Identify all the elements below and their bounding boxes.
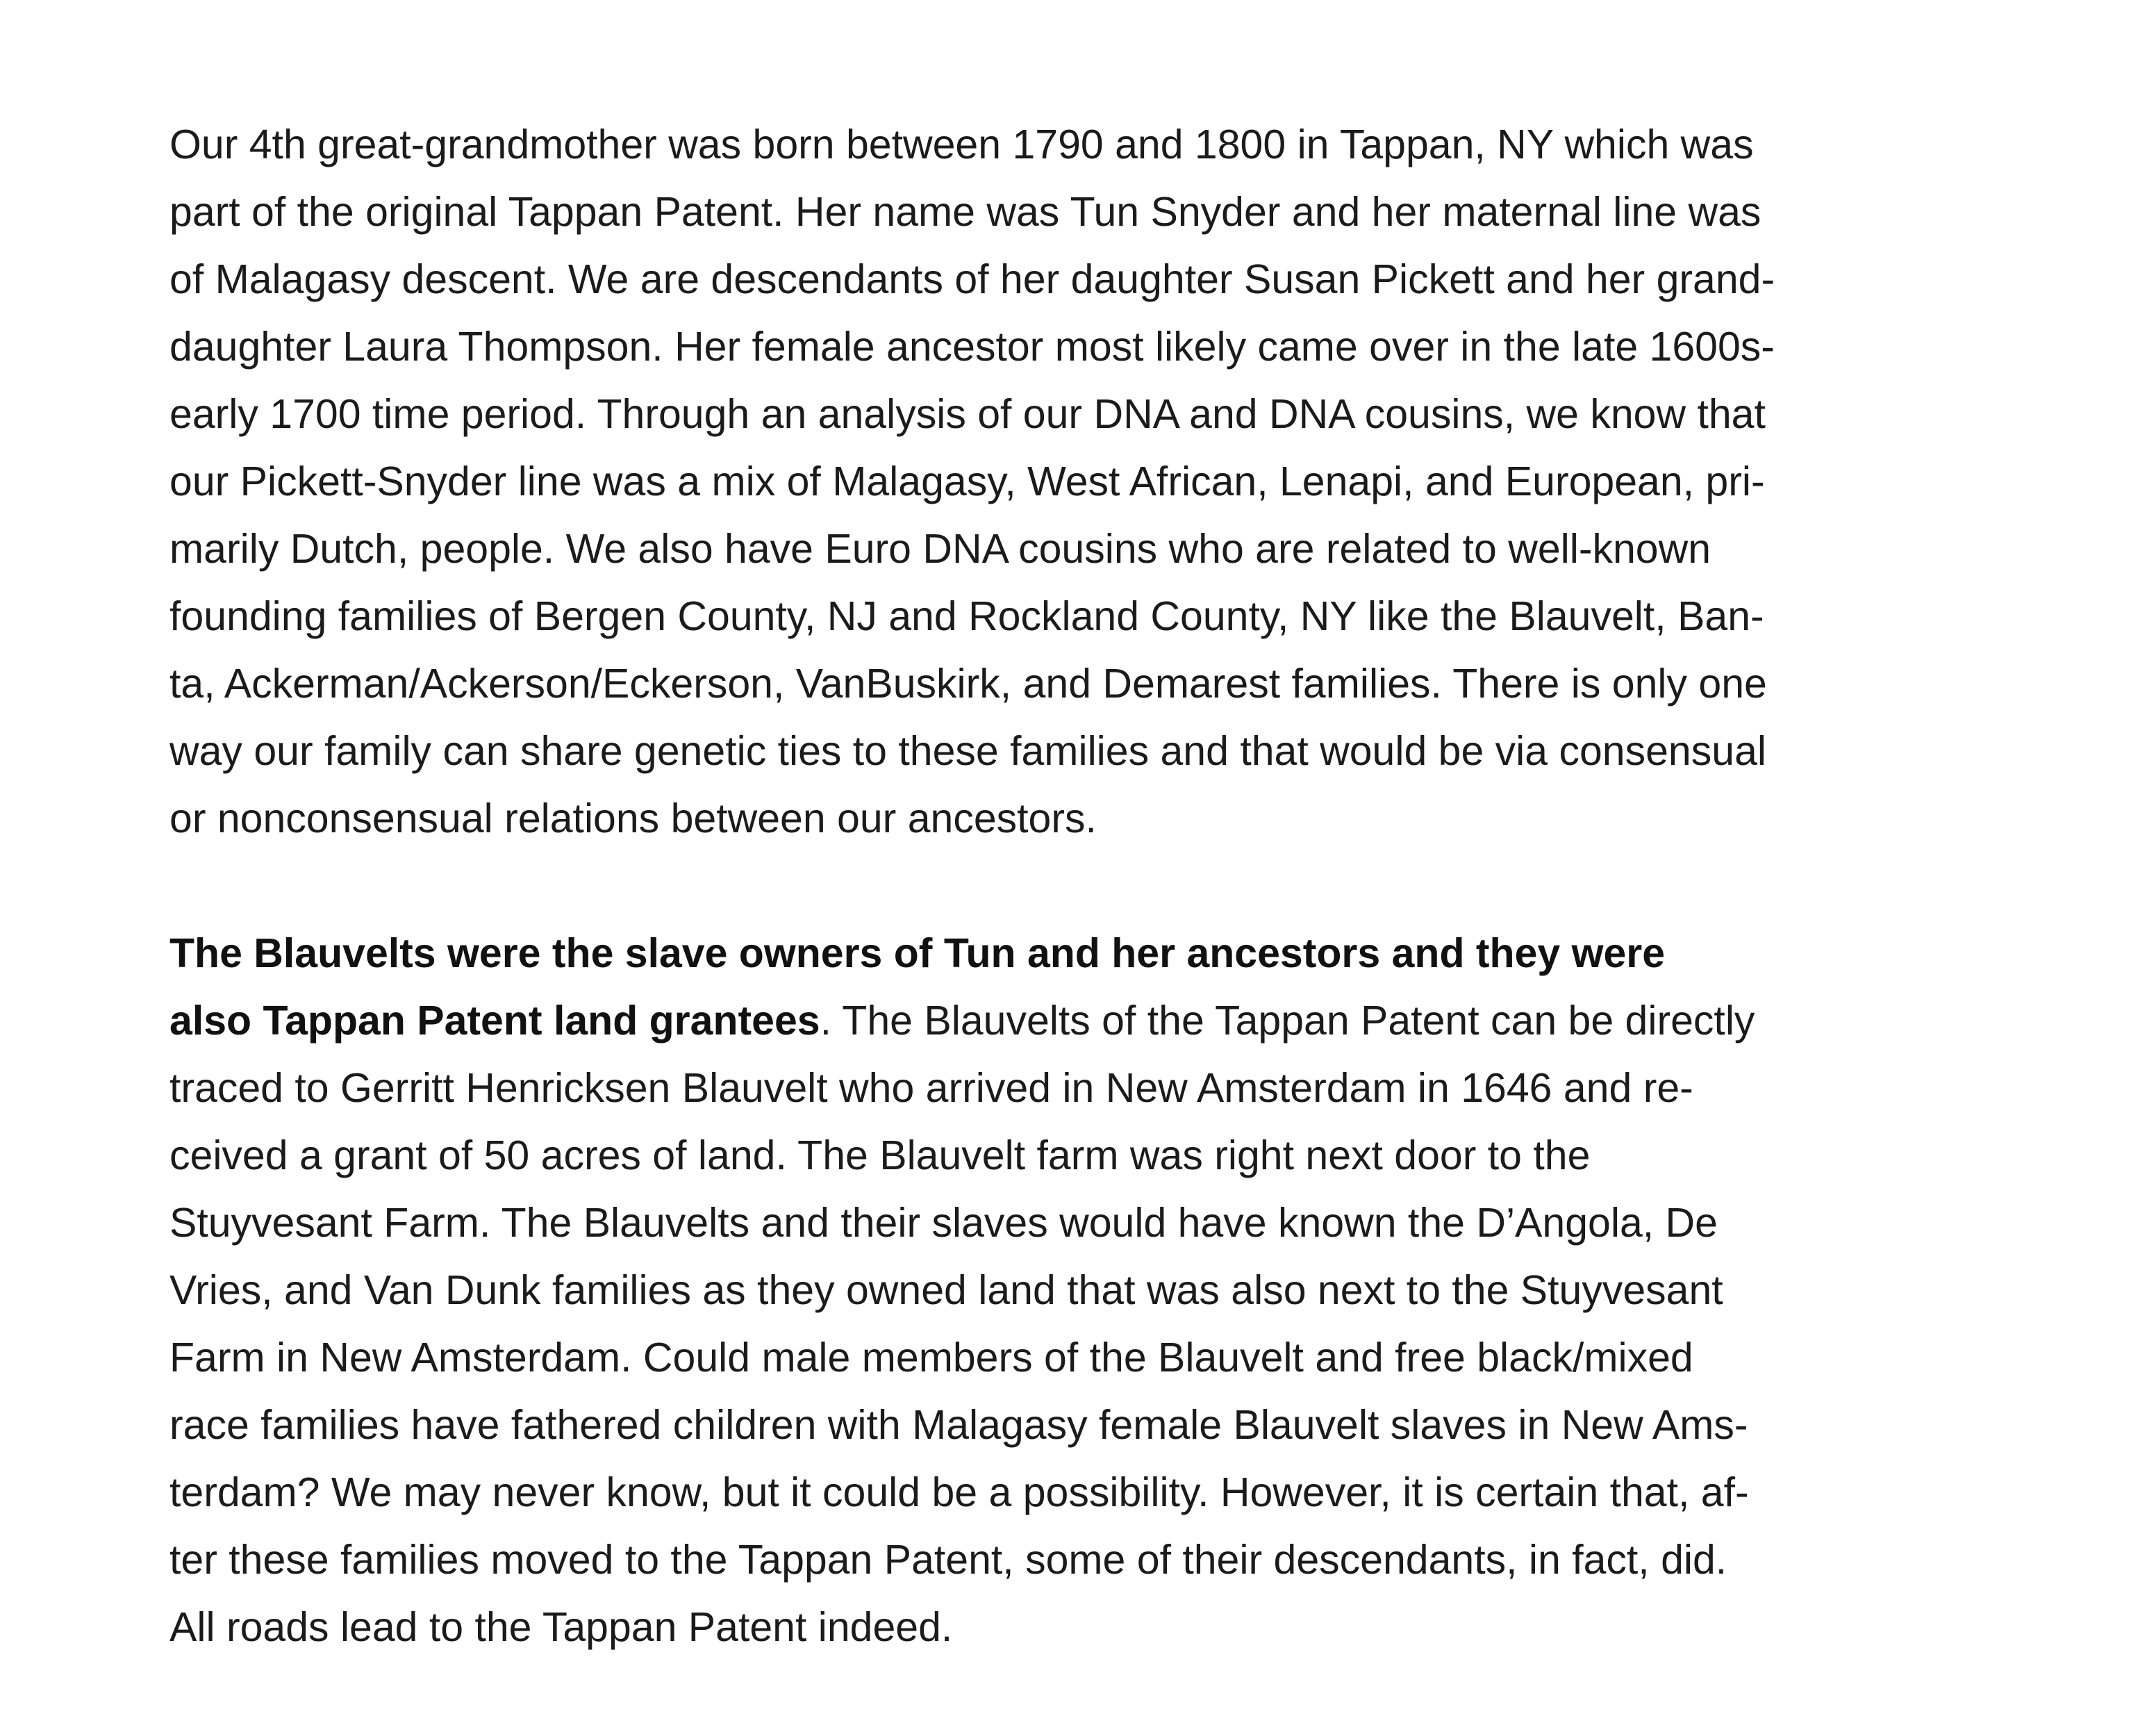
text-line: All roads lead to the Tappan Patent indeed. bbox=[169, 1604, 953, 1650]
text-line: ter these families moved to the Tappan Patent, some of their descendants, in fact, did. bbox=[169, 1537, 1727, 1583]
text-line: ta, Ackerman/Ackerson/Eckerson, VanBuskirk, and Demarest families. There is only one bbox=[169, 661, 1767, 707]
text-line: Farm in New Amsterdam. Could male members of the Blauvelt and free black/mixed bbox=[169, 1335, 1693, 1380]
text-continuation: . The Blauvelts of the Tappan Patent can be directly bbox=[820, 998, 1755, 1044]
text-line-bold bbox=[169, 920, 1817, 987]
text-line: ceived a grant of 50 acres of land. The Blauvelt farm was right next door to the bbox=[169, 1132, 1591, 1178]
paragraph-tun-snyder-ancestry bbox=[169, 111, 1817, 852]
text-line: Stuyvesant Farm. The Blauvelts and their slaves would have known the D’Angola, De bbox=[169, 1200, 1718, 1246]
text-line-mixed bbox=[169, 987, 1817, 1055]
text-line: Our 4th great-grandmother was born between 1790 and 1800 in Tappan, NY which was bbox=[169, 122, 1754, 167]
paragraph-blauvelt-history bbox=[169, 920, 1817, 1661]
text-line: part of the original Tappan Patent. Her name was Tun Snyder and her maternal line was bbox=[169, 189, 1761, 235]
text-line: way our family can share genetic ties to these families and that would be via consensual bbox=[169, 728, 1766, 774]
text-line: traced to Gerritt Henricksen Blauvelt who arrived in New Amsterdam in 1646 and re- bbox=[169, 1065, 1693, 1111]
article-body bbox=[169, 111, 1817, 1661]
text-line: Vries, and Van Dunk families as they owned land that was also next to the Stuyvesant bbox=[169, 1267, 1723, 1313]
text-line: or nonconsensual relations between our ancestors. bbox=[169, 795, 1097, 841]
bold-lead-text-end: also Tappan Patent land grantees bbox=[169, 998, 820, 1044]
text-line: marily Dutch, people. We also have Euro DNA cousins who are related to well-known bbox=[169, 526, 1711, 572]
text-line: race families have fathered children with Malagasy female Blauvelt slaves in New Ams- bbox=[169, 1402, 1748, 1448]
text-line: early 1700 time period. Through an analysis of our DNA and DNA cousins, we know that bbox=[169, 391, 1766, 437]
text-line: daughter Laura Thompson. Her female ancestor most likely came over in the late 1600s- bbox=[169, 324, 1775, 370]
text-line: terdam? We may never know, but it could be a possibility. However, it is certain that, af- bbox=[169, 1469, 1749, 1515]
text-line: of Malagasy descent. We are descendants of her daughter Susan Pickett and her grand- bbox=[169, 256, 1775, 302]
bold-lead-text: The Blauvelts were the slave owners of Tun and her ancestors and they were bbox=[169, 930, 1666, 976]
text-line: our Pickett-Snyder line was a mix of Malagasy, West African, Lenapi, and European, pri- bbox=[169, 459, 1765, 504]
text-line: founding families of Bergen County, NJ and Rockland County, NY like the Blauvelt, Ban- bbox=[169, 593, 1764, 639]
